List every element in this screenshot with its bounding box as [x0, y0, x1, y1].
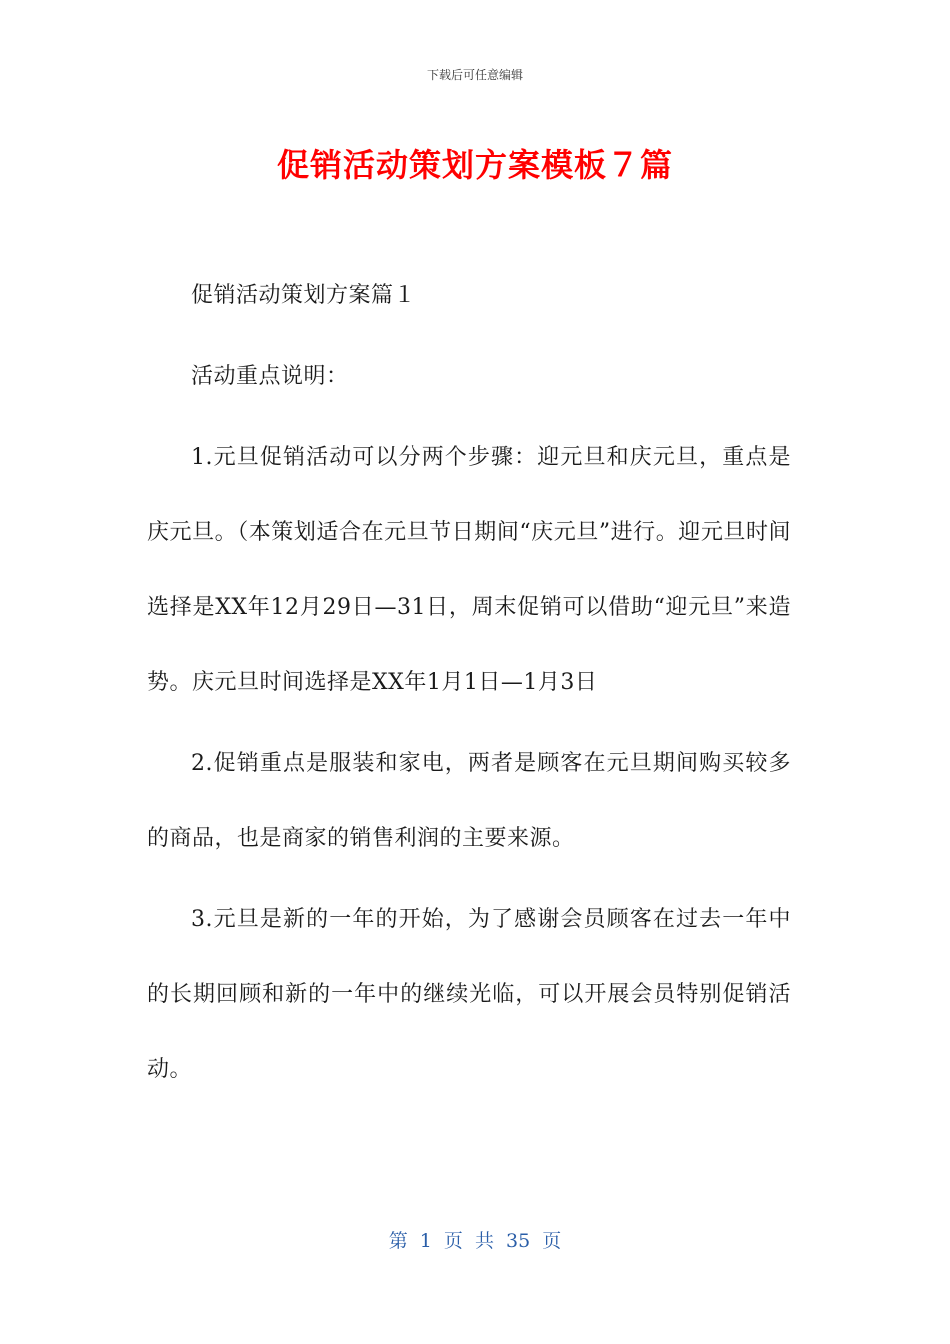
- paragraph: 3.元旦是新的一年的开始，为了感谢会员顾客在过去一年中的长期回顾和新的一年中的继续光临，可以开展会员特别促销活动。: [147, 907, 791, 1082]
- paragraph: 1.元旦促销活动可以分两个步骤：迎元旦和庆元旦，重点是庆元旦。（本策划适合在元旦节日期间“庆元旦”进行。迎元旦时间选择是XX年12月29日—31日，周末促销可以借助“迎元旦”来造势。庆元旦时间选择是XX年1月1日—1月3日: [147, 445, 791, 695]
- page-number: 第 1 页 共 35 页: [388, 1230, 562, 1252]
- section-heading: 促销活动策划方案篇１: [191, 283, 417, 308]
- document-title: 促销活动策划方案模板７篇: [276, 146, 673, 184]
- document-body: [147, 258, 791, 1113]
- paragraph: 活动重点说明：: [191, 364, 349, 389]
- paragraph: 2.促销重点是服装和家电，两者是顾客在元旦期间购买较多的商品，也是商家的销售利润的主要来源。: [147, 751, 791, 851]
- header-note: 下载后可任意编辑: [426, 68, 523, 82]
